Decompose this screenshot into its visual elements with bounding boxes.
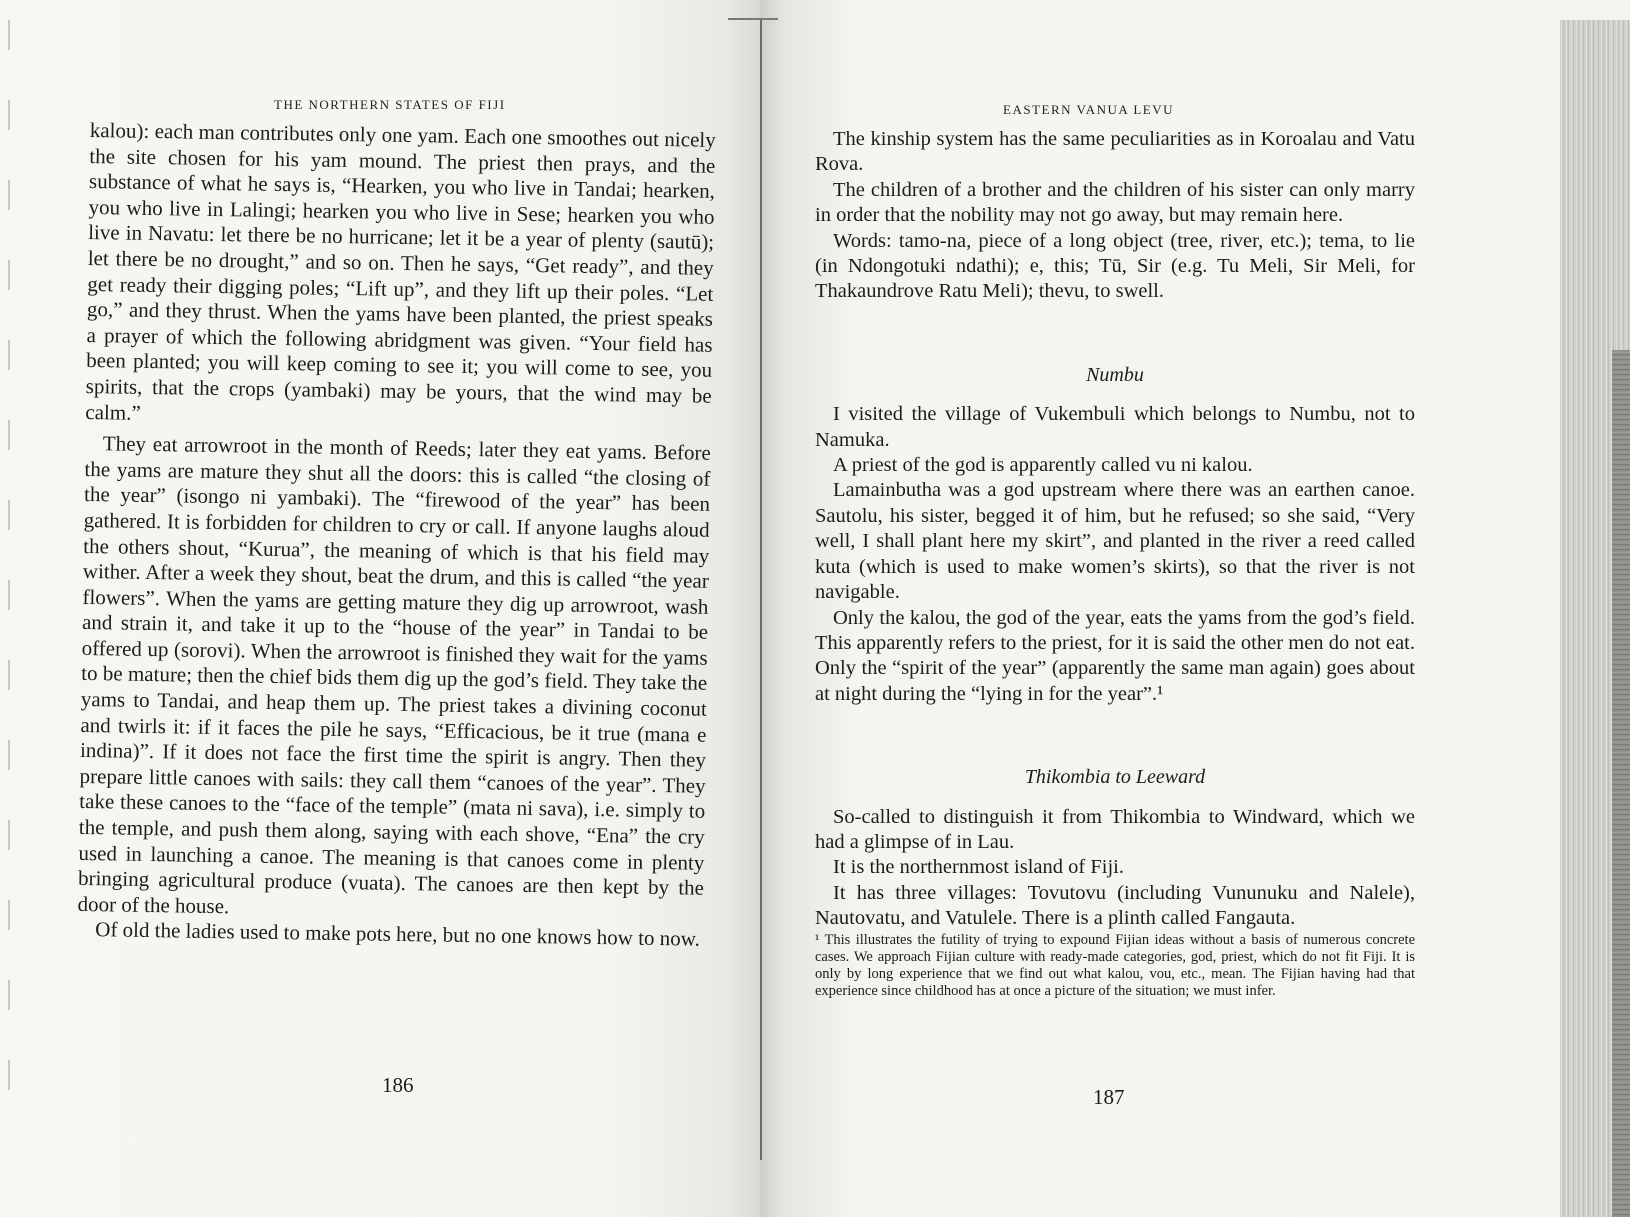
section-heading-numbu: Numbu (1086, 363, 1144, 386)
right-intro-paragraph-2: The children of a brother and the children of his sister can only marry in order that the nobility may not go away, but may remain here. (815, 178, 1415, 227)
numbu-paragraph-4: Only the kalou, the god of the year, eats the yams from the god’s field. This apparently refers to the priest, for it is said the other men do not eat. Only the “spirit of the year” (apparently the same man again) goes about at night during the “lying in for the year”.¹ (815, 606, 1415, 705)
numbu-paragraph-2: A priest of the god is apparently called vu ni kalou. (833, 454, 1253, 477)
numbu-paragraph-3: Lamainbutha was a god upstream where there was an earthen canoe. Sautolu, his sister, begged it of him, but he refused; so she said, “Very well, I shall plant here my skirt”, and planted in the river a reed called kuta (which is used to make women’s skirts), so that the river is not navigable. (815, 479, 1415, 604)
right-text-column (815, 127, 1415, 1000)
right-running-head: EASTERN VANUA LEVU (1003, 102, 1174, 117)
left-paragraph-3: Of old the ladies used to make pots here, but no one knows how to now. (95, 917, 700, 952)
thikombia-paragraph-2: It is the northernmost island of Fiji. (833, 856, 1124, 879)
thikombia-paragraph-3: It has three villages: Tovutovu (including Vununuku and Nalele), Nautovatu, and Vatulele. There is a plinth called Fangauta. (815, 881, 1415, 930)
left-text-column (77, 118, 716, 953)
right-page-number: 187 (1093, 1085, 1125, 1109)
left-page-number: 186 (382, 1073, 414, 1097)
numbu-paragraph-1: I visited the village of Vukembuli which belongs to Numbu, not to Namuka. (815, 403, 1415, 451)
gutter-top-edge (728, 18, 778, 20)
footnote: ¹ This illustrates the futility of trying to expound Fijian ideas without a basis of numerous concrete cases. We approach Fijian culture with ready-made categories, god, priest, which do not fit Fiji. It is only by long experience that we find out what kalou, vou, etc., mean. The Fijian having had that experience since childhood has at once a picture of the situation; we must infer. (815, 931, 1415, 999)
left-margin-shadow (8, 20, 10, 1120)
thikombia-paragraph-1: So-called to distinguish it from Thikombia to Windward, which we had a glimpse of in Lau. (815, 805, 1415, 853)
page-edges-shadow (1612, 350, 1630, 1217)
gutter-line (760, 20, 762, 1160)
section-heading-thikombia: Thikombia to Leeward (1024, 766, 1206, 789)
left-running-head: THE NORTHERN STATES OF FIJI (274, 97, 506, 112)
right-intro-paragraph-3: Words: tamo-na, piece of a long object (tree, river, etc.); tema, to lie (in Ndongotuki ndathi); e, this; Tū, Sir (e.g. Tu Meli, Sir Meli, for Thakaundrove Ratu Meli); thevu, to swell. (815, 229, 1415, 303)
left-paragraph-2: They eat arrowroot in the month of Reeds; later they eat yams. Before the yams are mature they shut all the doors: this is called “the closing of the year” (isongo ni yambaki). The “firewood of the year” has been gathered. It is forbidden for children to cry or call. If anyone laughs aloud the others shout, “Kurua”, the meaning of which is that his field may wither. After a week they shout, beat the drum, and this is called “the year flowers”. When the yams are getting mature they dig up arrowroot, wash and strain it, and take it up to the “house of the year” in Tandai to be offered up (sorovi). When the arrowroot is finished they wait for the yams to be mature; then the chief bids them dig up the god’s field. They take the yams to Tandai, and heap them up. The priest takes a divining coconut and twirls it: if it faces the pile he says, “Efficacious, be it true (mana e indina)”. If it does not face the first time the spirit is angry. Then they prepare little canoes with sails: they call them “canoes of the year”. They take these canoes to the “face of the temple” (mata ni sava), i.e. simply to the temple, and push them along, saying with each shove, “Ena” the cry used in launching a canoe. The meaning is that canoes come in plenty bringing agricultural produce (vuata). The canoes are then kept by the door of the house. (77, 431, 712, 919)
left-paragraph-1: kalou): each man contributes only one yam. Each one smoothes out nicely the site chosen for his yam mound. The priest then prays, and the substance of what he says is, “Hearken, you who live in Tandai; hearken, you who live in Lalingi; hearken you who live in Sese; hearken you who live in Navatu: let there be no hurricane; let it be a year of plenty (sautū); let there be no drought,” and so on. Then he says, “Get ready”, and they get ready their digging poles; “Lift up”, and they lift up their poles. “Let go,” and they thrust. When the yams have been planted, the priest speaks a prayer of which the following abridgment was given. “Your field has been planted; you will keep coming to see it; you will come to see, you spirits, that the crops (yambaki) may be yours, that the wind may be calm.” (85, 118, 716, 425)
right-intro-paragraph-1: The kinship system has the same peculiarities as in Koroalau and Vatu Rova. (815, 128, 1415, 176)
